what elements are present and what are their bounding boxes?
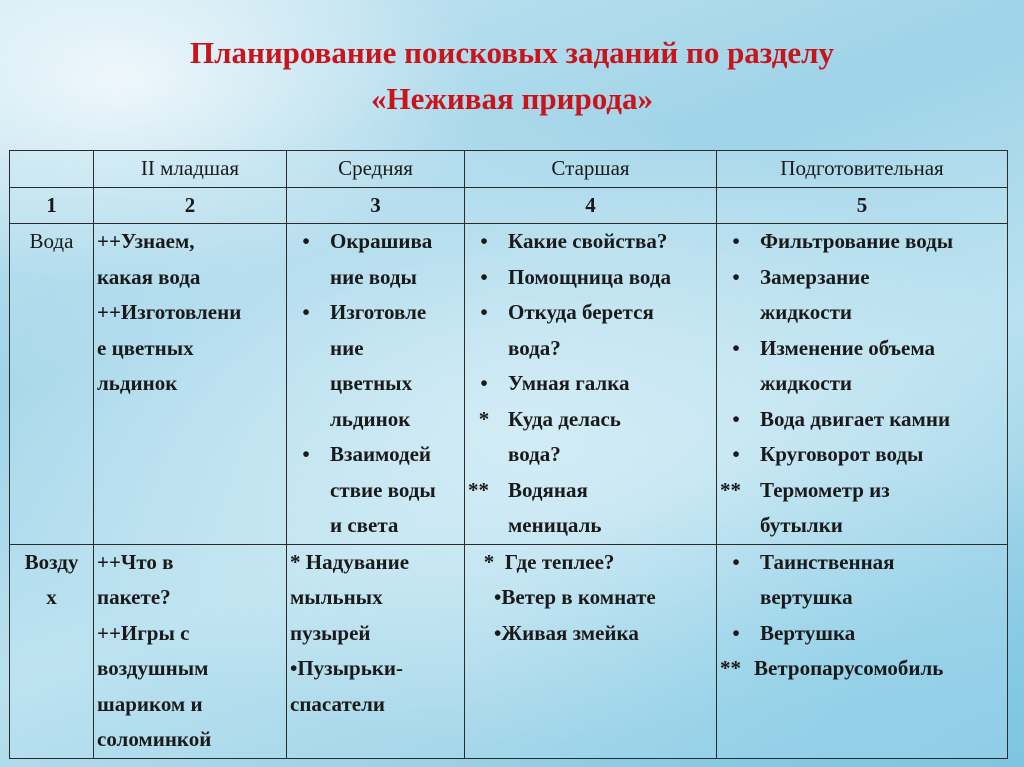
cell-water-middle (287, 224, 465, 545)
bullet-marker: • (732, 335, 740, 360)
cell-line: * Надувание (290, 549, 410, 574)
item-line: вертушка (760, 585, 853, 609)
bullet-marker: ** (720, 656, 741, 680)
item-line: ние (330, 335, 364, 360)
header-cell-senior: Старшая (465, 151, 717, 188)
bullet-marker: • (480, 264, 488, 289)
cell-air-senior (465, 544, 717, 758)
bullet-marker: ** (468, 477, 489, 502)
page-title (0, 30, 1024, 122)
item-line: ние воды (330, 264, 417, 289)
cell-air-prep (717, 544, 1008, 758)
number-cell: 3 (287, 187, 465, 224)
bullet-marker: • (732, 264, 740, 289)
cell-line: пакете? (97, 585, 171, 609)
row-label-water (10, 224, 94, 545)
bullet-marker: * (478, 406, 490, 431)
list-item (468, 224, 713, 260)
bullet-marker: • (480, 371, 488, 395)
cell-line: соломинкой (97, 727, 212, 751)
cell-line: воздушным (97, 656, 209, 680)
item-line: Умная галка (508, 371, 630, 395)
cell-line: е цветных (97, 335, 194, 360)
item-line: меницаль (508, 513, 602, 537)
header-cell-middle: Средняя (287, 151, 465, 188)
list-item (290, 295, 461, 437)
bullet-marker: • (480, 300, 488, 324)
cell-line: * Где теплее? (468, 549, 615, 574)
cell-line: спасатели (290, 691, 385, 716)
row-label-line: х (46, 585, 57, 609)
row-label-line: Возду (24, 549, 79, 574)
item-line: Откуда берется (508, 300, 654, 324)
header-row (10, 151, 1008, 188)
bullet-marker: • (732, 442, 740, 466)
cell-water-junior2 (94, 224, 287, 545)
list-water-senior (468, 224, 713, 544)
title-line-1: Планирование поисковых заданий по разделу (189, 35, 835, 70)
bullet-marker: • (480, 229, 488, 253)
item-line: жидкости (760, 300, 853, 324)
planning-table (9, 150, 1008, 759)
item-line: Круговорот воды (760, 442, 924, 466)
list-item (290, 437, 461, 544)
bullet-marker: • (302, 229, 310, 253)
list-air-prep (720, 545, 1004, 687)
item-line: Какие свойства? (508, 229, 668, 253)
list-item (720, 402, 1004, 438)
number-row (10, 187, 1008, 224)
bullet-marker: • (732, 549, 740, 574)
item-line: льдинок (330, 406, 411, 431)
cell-line: ++Игры с (97, 620, 190, 645)
bullet-marker: ** (720, 477, 741, 502)
list-item (720, 545, 1004, 616)
number-cell: 2 (94, 187, 287, 224)
list-item (468, 295, 713, 366)
number-cell: 4 (465, 187, 717, 224)
bullet-marker: • (732, 620, 740, 645)
item-line: вода? (508, 335, 561, 360)
cell-line: какая вода (97, 264, 201, 289)
cell-line: ++Что в (97, 549, 174, 574)
item-line: Куда делась (508, 406, 621, 431)
list-water-prep (720, 224, 1004, 544)
item-line: Помощница вода (508, 264, 671, 289)
number-cell: 1 (10, 187, 94, 224)
cell-air-middle (287, 544, 465, 758)
cell-water-prep (717, 224, 1008, 545)
cell-line: льдинок (97, 371, 178, 395)
item-line: Вертушка (760, 620, 856, 645)
table-row-air (10, 544, 1008, 758)
cell-line: •Живая змейка (494, 620, 639, 645)
cell-line: пузырей (290, 620, 371, 645)
item-line: вода? (508, 442, 561, 466)
item-line: жидкости (760, 371, 853, 395)
table-row-water (10, 224, 1008, 545)
cell-water-senior (465, 224, 717, 545)
item-line: Взаимодей (330, 442, 432, 466)
item-line: Вода двигает камни (760, 406, 951, 431)
list-item (720, 473, 1004, 544)
header-cell-empty (10, 151, 94, 188)
item-line: ствие воды (330, 477, 436, 502)
item-line: бутылки (760, 513, 843, 537)
bullet-marker: • (302, 442, 310, 466)
list-item (720, 437, 1004, 473)
list-item (468, 366, 713, 402)
bullet-marker: • (732, 229, 740, 253)
item-line: Водяная (508, 477, 588, 502)
header-cell-prep: Подготовительная (717, 151, 1008, 188)
cell-line: мыльных (290, 585, 383, 609)
item-line: Таинственная (760, 549, 895, 574)
cell-line: ++Узнаем, (97, 229, 195, 253)
title-line-2: «Неживая природа» (371, 81, 653, 116)
item-line: Изготовле (330, 300, 427, 324)
item-line: Фильтрование воды (760, 229, 954, 253)
number-cell: 5 (717, 187, 1008, 224)
row-label-line: Вода (29, 229, 74, 253)
cell-line: шариком и (97, 691, 203, 716)
list-item (468, 473, 713, 544)
bullet-marker: • (302, 300, 310, 324)
cell-line: •Пузырьки- (290, 656, 403, 680)
list-item (720, 616, 1004, 652)
list-water-middle (290, 224, 461, 544)
row-label-air (10, 544, 94, 758)
cell-line: •Ветер в комнате (494, 585, 656, 609)
list-item (720, 651, 1004, 687)
item-line: Изменение объема (760, 335, 935, 360)
item-line: Термометр из (760, 477, 890, 502)
bullet-marker: • (732, 406, 740, 431)
cell-line: ++Изготовлени (97, 300, 242, 324)
item-line: Окрашива (330, 229, 433, 253)
list-item (720, 331, 1004, 402)
list-item (720, 260, 1004, 331)
item-line: и света (330, 513, 399, 537)
header-cell-junior2: II младшая (94, 151, 287, 188)
item-line: цветных (330, 371, 413, 395)
list-item (468, 260, 713, 296)
cell-air-junior2 (94, 544, 287, 758)
list-item (468, 402, 713, 473)
list-item (290, 224, 461, 295)
item-line: Замерзание (760, 264, 870, 289)
item-line: Ветропарусомобиль (754, 656, 944, 680)
list-item (720, 224, 1004, 260)
